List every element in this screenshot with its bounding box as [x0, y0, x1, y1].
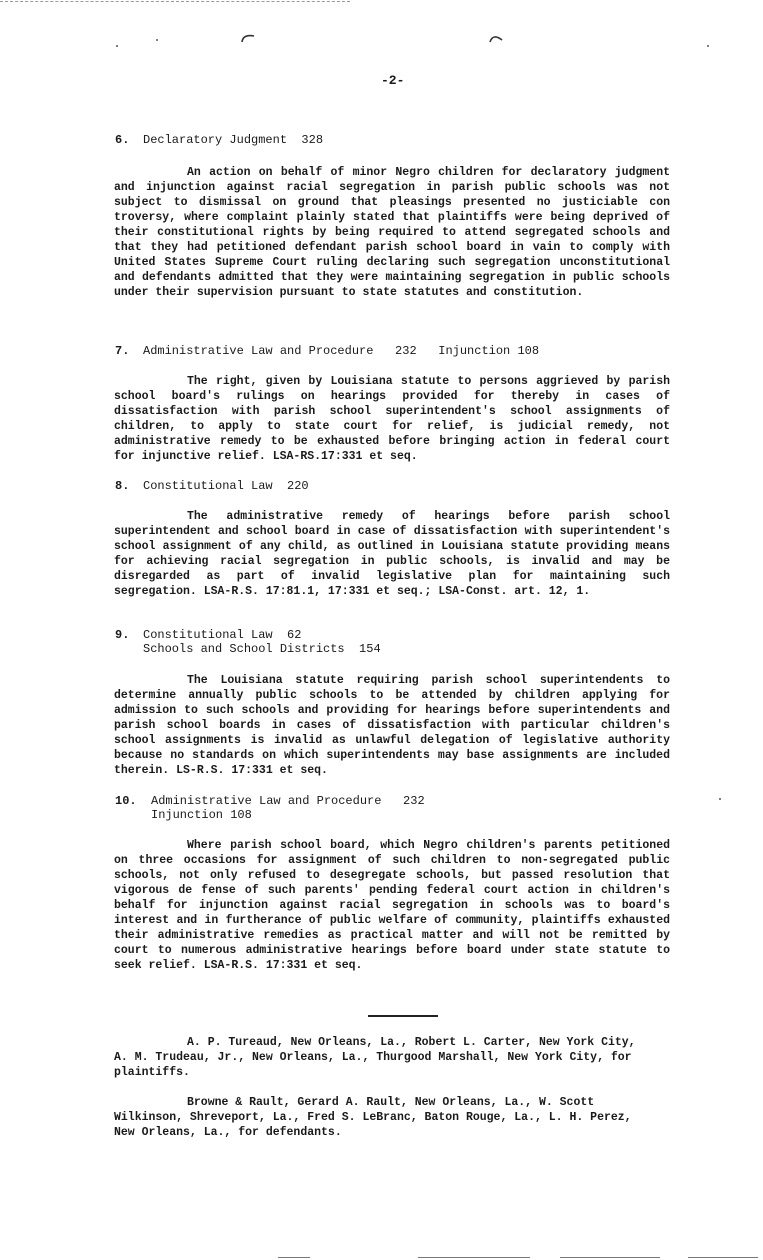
speck [707, 45, 709, 47]
hole-punch-mark-right-icon [489, 33, 503, 43]
headnote-text: An action on behalf of minor Negro children for declaratory judgment and injunction against racial segregation in parish public schools was not subject to dismissal on ground that pleasings presented no justiciable con troversy, where complaint plainly stated that plaintiffs were being deprived of their constitutional rights by being required to attend segregated schools and that they had petitioned defendant parish school board in vain to comply with United States Supreme Court ruling declaring such segregation unconstitutional and defendants admitted that they were maintaining segregation in public schools under their supervision pursuant to state statutes and constitution. [114, 166, 670, 299]
headnote-heading [115, 344, 539, 358]
headnote-heading [115, 628, 381, 656]
headnote-number: 9. [115, 628, 130, 642]
headnote-text: The right, given by Louisiana statute to persons aggrieved by parish school board's rulings on hearings provided for thereby in cases of dissatisfaction with parish school superintendent's school assignments of children, to apply to state court for relief, is judicial remedy, not administrative remedy to be exhausted before bringing action in federal court for injunctive relief. LSA-RS.17:331 et seq. [114, 375, 670, 463]
headnote-number: 6. [115, 133, 130, 147]
bottom-edge-mark [278, 1257, 310, 1258]
counsel-for-plaintiffs: A. P. Tureaud, New Orleans, La., Robert L. Carter, New York City, A. M. Trudeau, Jr., New Orleans, La., Thurgood Marshall, New York City, for plaintiffs. [114, 1036, 636, 1079]
bottom-edge-mark [560, 1257, 660, 1258]
headnote-text: Where parish school board, which Negro children's parents petitioned on three occasions for assignment of such children to non-segregated public schools, not only refused to desegregate schools, but passed resolution that vigorous de fense of such parents' pending federal court action in children's behalf for injunction against racial segregation in schools was to board's interest and in furtherance of public welfare of community, plaintiffs exhausted their administrative remedies as practical matter and will not be remitted by court to numerous administrative hearings before board under state statute to seek relief. LSA-R.S. 17:331 et seq. [114, 839, 670, 972]
headnote-topic: Constitutional Law 220 [143, 479, 309, 493]
section-divider [368, 1015, 438, 1017]
headnote-topic: Administrative Law and Procedure 232 Injunction 108 [143, 344, 540, 358]
headnote-heading [115, 133, 323, 147]
page-number: -2- [381, 73, 405, 88]
headnote-heading [115, 479, 309, 493]
headnote-topic: Administrative Law and Procedure 232 [151, 794, 425, 808]
headnote-topic: Constitutional Law 62 [143, 628, 302, 642]
headnote-heading [115, 794, 425, 822]
headnote-number: 7. [115, 344, 130, 358]
headnote-topic: Injunction 108 [151, 808, 252, 822]
headnote-topic: Schools and School Districts 154 [143, 642, 381, 656]
speck [156, 39, 158, 41]
headnote-number: 8. [115, 479, 130, 493]
bottom-edge-mark [688, 1257, 758, 1258]
speck [116, 45, 118, 47]
headnote-text: The Louisiana statute requiring parish school superintendents to determine annually public schools to be attended by children applying for admission to such schools and providing for hearings before superintendents and parish school boards in cases of dissatisfaction with particular children's school assignments is invalid as unlawful delegation of legislative authority because no standards on which superintendents may base assignments are included therein. LS-R.S. 17:331 et seq. [114, 674, 670, 777]
speck [719, 798, 721, 800]
headnote-text: The administrative remedy of hearings before parish school superintendent and school board in case of dissatisfaction with superintendent's school assignment of any child, as outlined in Louisiana statute providing means for achieving racial segregation in public schools, is invalid and may be disregarded as part of invalid legislative plan for maintaining such segregation. LSA-R.S. 17:81.1, 17:331 et seq.; LSA-Const. art. 12, 1. [114, 510, 670, 598]
headnote-number: 10. [115, 794, 137, 808]
bottom-edge-mark [418, 1257, 530, 1258]
headnote-topic: Declaratory Judgment 328 [143, 133, 324, 147]
hole-punch-mark-left-icon [241, 33, 255, 43]
top-dashed-edge [0, 1, 350, 2]
counsel-for-defendants: Browne & Rault, Gerard A. Rault, New Orleans, La., W. Scott Wilkinson, Shreveport, La., Fred S. LeBranc, Baton Rouge, La., L. H. Perez, New Orleans, La., for defendants. [114, 1096, 632, 1139]
